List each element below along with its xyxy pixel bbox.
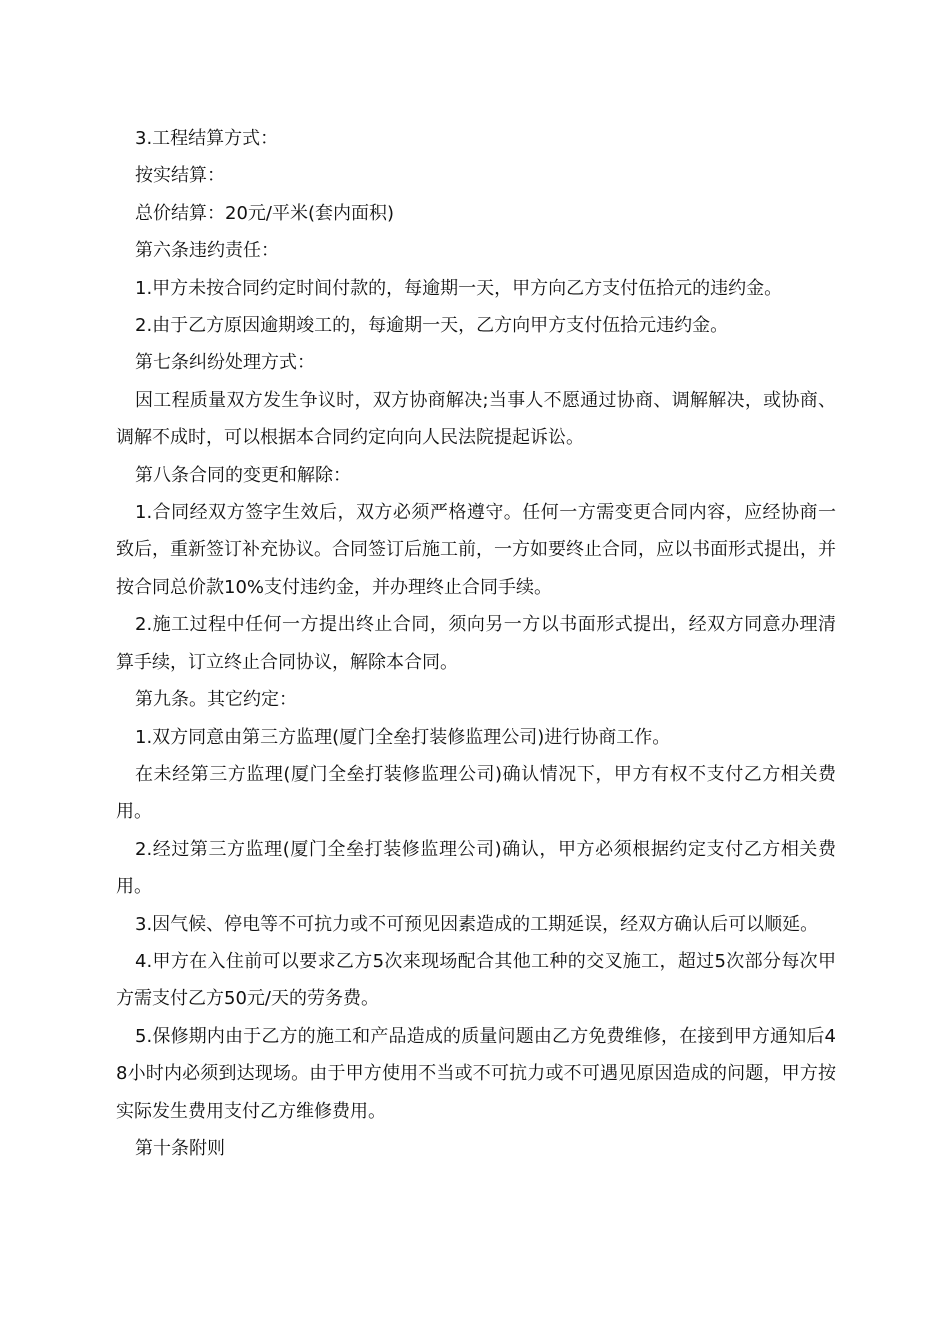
- article-9-clause-2: 2.经过第三方监理(厦门全垒打装修监理公司)确认，甲方必须根据约定支付乙方相关费用。: [116, 838, 836, 898]
- article-9-clause-1: 1.双方同意由第三方监理(厦门全垒打装修监理公司)进行协商工作。: [135, 726, 671, 748]
- article-8-clause-1: 1.合同经双方签字生效后，双方必须严格遵守。任何一方需变更合同内容，应经协商一致后，重新签订补充协议。合同签订后施工前，一方如要终止合同，应以书面形式提出，并按合同总价款10%支付违约金，并办理终止合同手续。: [116, 502, 836, 598]
- article-7-heading: 第七条纠纷处理方式：: [135, 352, 315, 374]
- article-10-heading: 第十条附则: [135, 1137, 225, 1159]
- article-6-clause-2: 2.由于乙方原因逾期竣工的，每逾期一天，乙方向甲方支付伍拾元违约金。: [135, 315, 729, 337]
- settlement-actual: 按实结算：: [135, 165, 225, 187]
- document-body: [116, 120, 836, 1167]
- article-9-heading: 第九条。其它约定：: [135, 689, 297, 711]
- article-9-clause-1-note: 在未经第三方监理(厦门全垒打装修监理公司)确认情况下，甲方有权不支付乙方相关费用。: [116, 763, 836, 823]
- article-9-clause-3: 3.因气候、停电等不可抗力或不可预见因素造成的工期延误，经双方确认后可以顺延。: [135, 913, 819, 935]
- settlement-total-price: 总价结算：20元/平米(套内面积): [135, 202, 395, 224]
- article-6-heading: 第六条违约责任：: [135, 240, 279, 262]
- article-7-body: 因工程质量双方发生争议时，双方协商解决;当事人不愿通过协商、调解解决，或协商、调解不成时，可以根据本合同约定向向人民法院提起诉讼。: [116, 389, 836, 449]
- article-8-clause-2: 2.施工过程中任何一方提出终止合同，须向另一方以书面形式提出，经双方同意办理清算手续，订立终止合同协议，解除本合同。: [116, 614, 836, 673]
- article-8-heading: 第八条合同的变更和解除：: [135, 464, 351, 486]
- article-6-clause-1: 1.甲方未按合同约定时间付款的，每逾期一天，甲方向乙方支付伍拾元的违约金。: [135, 277, 783, 299]
- article-9-clause-5: 5.保修期内由于乙方的施工和产品造成的质量问题由乙方免费维修，在接到甲方通知后48小时内必须到达现场。由于甲方使用不当或不可抗力或不可遇见原因造成的问题，甲方按实际发生费用支付乙方维修费用。: [116, 1025, 836, 1122]
- settlement-method-heading: 3.工程结算方式：: [135, 128, 279, 149]
- article-9-clause-4: 4.甲方在入住前可以要求乙方5次来现场配合其他工种的交叉施工，超过5次部分每次甲方需支付乙方50元/天的劳务费。: [116, 950, 836, 1010]
